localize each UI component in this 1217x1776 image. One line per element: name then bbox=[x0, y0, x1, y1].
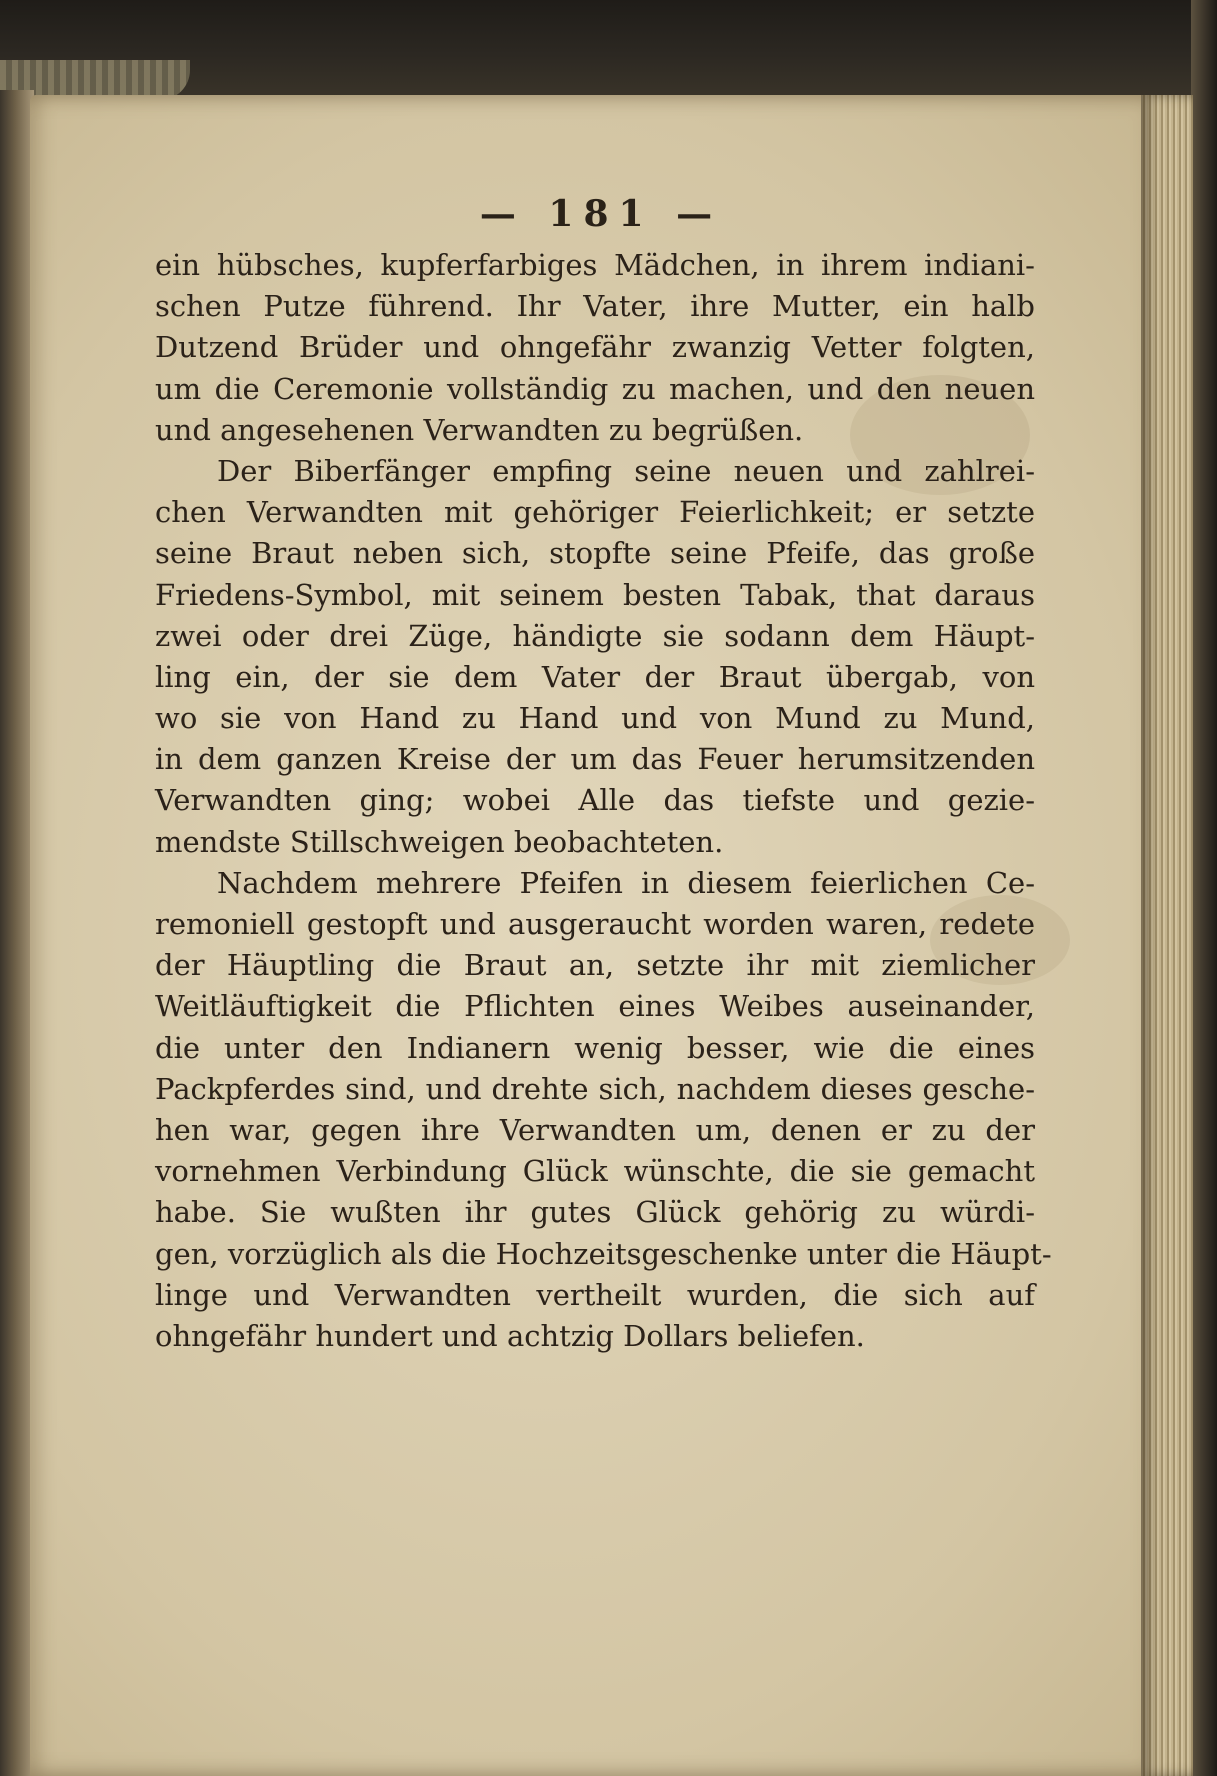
paragraph bbox=[155, 245, 1035, 451]
text-line: ohngefähr hundert und achtzig Dollars beliefen. bbox=[155, 1318, 865, 1353]
text-line: remoniell gestopft und ausgeraucht worden waren, redete bbox=[155, 907, 1035, 941]
text-line: mendste Stillschweigen beobachteten. bbox=[155, 824, 724, 859]
body-text bbox=[155, 245, 1052, 1357]
book-page bbox=[30, 95, 1172, 1776]
text-line: Dutzend Brüder und ohngefähr zwanzig Vetter folgten, bbox=[155, 330, 1035, 365]
text-line: Friedens-Symbol, mit seinem besten Tabak, that daraus bbox=[155, 577, 1035, 612]
text-line: Nachdem mehrere Pfeifen in diesem feierlichen Ce- bbox=[217, 865, 1035, 900]
text-line: in dem ganzen Kreise der um das Feuer herumsitzenden bbox=[155, 742, 1035, 777]
text-line: ling ein, der sie dem Vater der Braut übergab, von bbox=[155, 659, 1035, 694]
text-line: Weitläuftigkeit die Pflichten eines Weibes auseinander, bbox=[155, 989, 1035, 1024]
text-line: und angesehenen Verwandten zu begrüßen. bbox=[155, 412, 804, 447]
text-line: um die Ceremonie vollständig zu machen, und den neuen bbox=[155, 371, 1035, 406]
page-number: — 181 — bbox=[479, 193, 723, 235]
text-line: habe. Sie wußten ihr gutes Glück gehörig zu würdi- bbox=[155, 1195, 1035, 1230]
paragraph bbox=[155, 863, 1052, 1357]
text-line: die unter den Indianern wenig besser, wie die eines bbox=[155, 1030, 1035, 1065]
text-line: Verwandten ging; wobei Alle das tiefste und gezie- bbox=[155, 783, 1035, 818]
text-line: linge und Verwandten vertheilt wurden, die sich auf bbox=[155, 1277, 1035, 1312]
text-line: der Häuptling die Braut an, setzte ihr mit ziemlicher bbox=[155, 948, 1035, 983]
book-board-right bbox=[1191, 0, 1217, 1776]
text-line: wo sie von Hand zu Hand und von Mund zu Mund, bbox=[155, 701, 1035, 736]
text-line: hen war, gegen ihre Verwandten um, denen er zu der bbox=[155, 1112, 1035, 1147]
text-line: seine Braut neben sich, stopfte seine Pfeife, das große bbox=[155, 536, 1035, 571]
text-line: gen, vorzüglich als die Hochzeitsgeschenke unter die Häupt- bbox=[155, 1236, 1052, 1271]
text-line: vornehmen Verbindung Glück wünschte, die sie gemacht bbox=[155, 1154, 1035, 1189]
text-line: Packpferdes sind, und drehte sich, nachdem dieses gesche- bbox=[155, 1071, 1035, 1106]
text-line: ein hübsches, kupferfarbiges Mädchen, in ihrem indiani- bbox=[155, 248, 1035, 282]
text-line: zwei oder drei Züge, händigte sie sodann dem Häupt- bbox=[155, 618, 1035, 653]
text-line: chen Verwandten mit gehöriger Feierlichkeit; er setzte bbox=[155, 495, 1035, 530]
left-page-edge bbox=[0, 90, 34, 1776]
paragraph bbox=[155, 451, 1035, 863]
page-fore-edge bbox=[1141, 95, 1193, 1776]
text-line: Der Biberfänger empfing seine neuen und zahlrei- bbox=[217, 453, 1035, 488]
text-line: schen Putze führend. Ihr Vater, ihre Mutter, ein halb bbox=[155, 289, 1035, 324]
